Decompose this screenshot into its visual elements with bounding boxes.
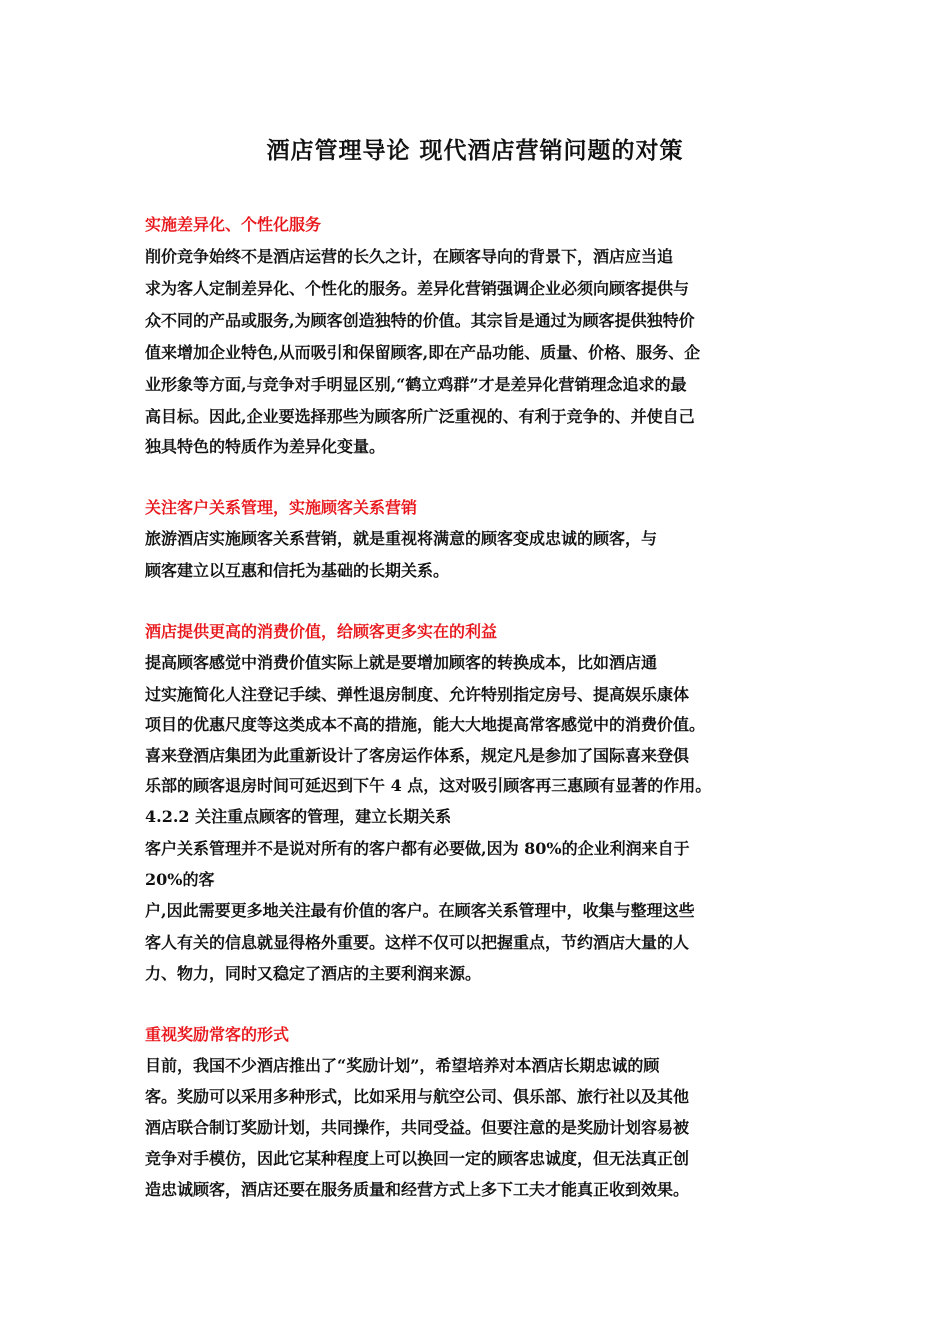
section-heading-rewards: 重视奖励常客的形式 bbox=[145, 1025, 290, 1044]
paragraph-line: 独具特色的特质作为差异化变量。 bbox=[145, 437, 386, 456]
paragraph-line: 造忠诚顾客，酒店还要在服务质量和经营方式上多下工夫才能真正收到效果。 bbox=[145, 1180, 690, 1199]
paragraph-line: 过实施简化人注登记手续、弹性退房制度、允许特别指定房号、提高娱乐康体 bbox=[145, 685, 690, 704]
paragraph-line: 顾客建立以互惠和信托为基础的长期关系。 bbox=[145, 561, 450, 580]
paragraph-line: 20%的客 bbox=[145, 870, 215, 889]
paragraph-line: 4.2.2 关注重点顾客的管理，建立长期关系 bbox=[145, 807, 452, 826]
section-heading-differentiation: 实施差异化、个性化服务 bbox=[145, 215, 322, 234]
page-title: 酒店管理导论 现代酒店营销问题的对策 bbox=[266, 137, 684, 164]
paragraph-line: 高目标。因此,企业要选择那些为顾客所广泛重视的、有利于竞争的、并使自己 bbox=[145, 407, 695, 426]
paragraph-line: 力、物力，同时又稳定了酒店的主要利润来源。 bbox=[145, 964, 482, 983]
paragraph-line: 乐部的顾客退房时间可延迟到下午 4 点，这对吸引顾客再三惠顾有显著的作用。 bbox=[145, 776, 712, 795]
paragraph-line: 值来增加企业特色,从而吸引和保留顾客,即在产品功能、质量、价格、服务、企 bbox=[145, 343, 701, 362]
paragraph-line: 削价竞争始终不是酒店运营的长久之计，在顾客导向的背景下，酒店应当追 bbox=[145, 247, 674, 266]
paragraph-line: 喜来登酒店集团为此重新设计了客房运作体系，规定凡是参加了国际喜来登俱 bbox=[145, 746, 690, 765]
paragraph-line: 客户关系管理并不是说对所有的客户都有必要做,因为 80%的企业利润来自于 bbox=[145, 839, 690, 858]
paragraph-line: 户,因此需要更多地关注最有价值的客户。在顾客关系管理中，收集与整理这些 bbox=[145, 901, 695, 920]
paragraph-line: 竞争对手模仿，因此它某种程度上可以换回一定的顾客忠诚度，但无法真正创 bbox=[145, 1149, 690, 1168]
section-heading-crm: 关注客户关系管理，实施顾客关系营销 bbox=[145, 498, 418, 517]
paragraph-line: 目前，我国不少酒店推出了“奖励计划”，希望培养对本酒店长期忠诚的顾 bbox=[145, 1056, 660, 1075]
paragraph-line: 提高顾客感觉中消费价值实际上就是要增加顾客的转换成本，比如酒店通 bbox=[145, 653, 658, 672]
paragraph-line: 求为客人定制差异化、个性化的服务。差异化营销强调企业必须向顾客提供与 bbox=[145, 279, 690, 298]
paragraph-line: 项目的优惠尺度等这类成本不高的措施，能大大地提高常客感觉中的消费价值。 bbox=[145, 715, 706, 734]
paragraph-line: 业形象等方面,与竞争对手明显区别,“鹤立鸡群”才是差异化营销理念追求的最 bbox=[145, 375, 687, 394]
paragraph-line: 客人有关的信息就显得格外重要。这样不仅可以把握重点，节约酒店大量的人 bbox=[145, 933, 690, 952]
paragraph-line: 酒店联合制订奖励计划，共同操作，共同受益。但要注意的是奖励计划容易被 bbox=[145, 1118, 690, 1137]
paragraph-line: 众不同的产品或服务,为顾客创造独特的价值。其宗旨是通过为顾客提供独特价 bbox=[145, 311, 695, 330]
paragraph-line: 客。奖励可以采用多种形式，比如采用与航空公司、俱乐部、旅行社以及其他 bbox=[145, 1087, 690, 1106]
paragraph-line: 旅游酒店实施顾客关系营销，就是重视将满意的顾客变成忠诚的顾客，与 bbox=[145, 529, 658, 548]
section-heading-consumer-value: 酒店提供更高的消费价值，给顾客更多实在的利益 bbox=[145, 622, 498, 641]
